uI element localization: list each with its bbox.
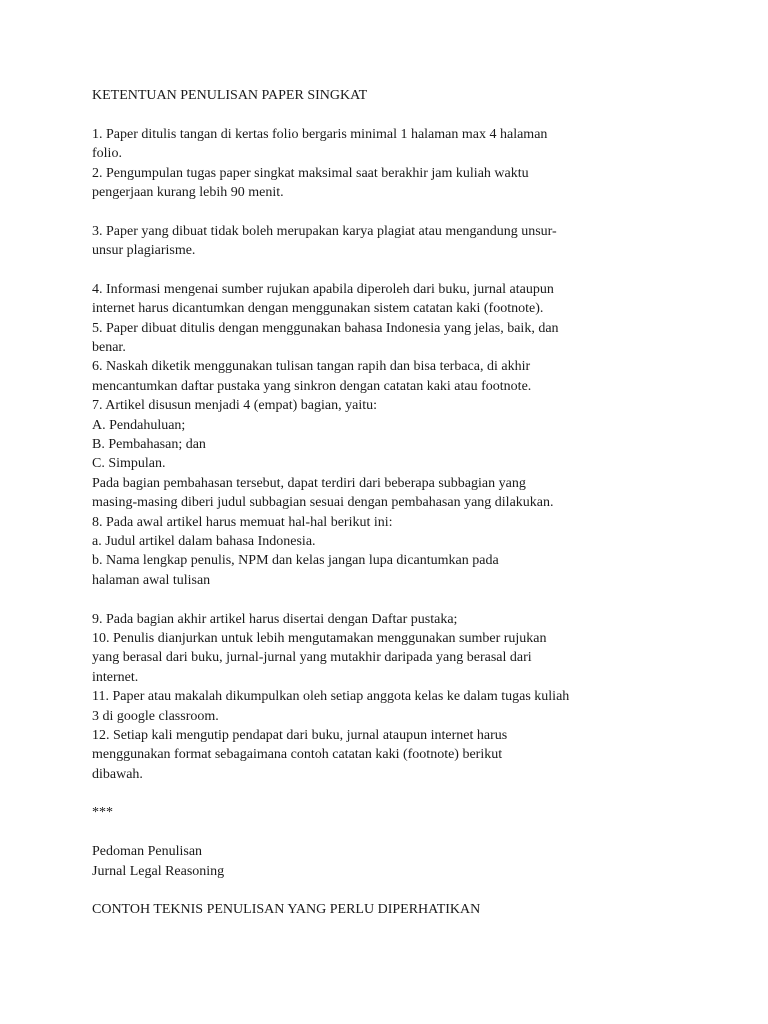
text-line: 1. Paper ditulis tangan di kertas folio bergaris minimal 1 halaman max 4 halaman [92, 126, 548, 142]
text-line: 3. Paper yang dibuat tidak boleh merupakan karya plagiat atau mengandung unsur- [92, 223, 557, 239]
text-line: internet harus dicantumkan dengan menggunakan sistem catatan kaki (footnote). [92, 301, 544, 317]
text-line: C. Simpulan. [92, 456, 166, 472]
text-line: dibawah. [92, 766, 143, 782]
text-line: A. Pendahuluan; [92, 417, 186, 433]
blank-line [92, 261, 652, 280]
text-line: benar. [92, 340, 126, 356]
blank-line [92, 823, 652, 842]
text-line: 8. Pada awal artikel harus memuat hal-hal berikut ini: [92, 514, 393, 530]
text-line: a. Judul artikel dalam bahasa Indonesia. [92, 533, 316, 549]
text-line: Jurnal Legal Reasoning [92, 863, 225, 879]
text-line: pengerjaan kurang lebih 90 menit. [92, 184, 284, 200]
text-line: 7. Artikel disusun menjadi 4 (empat) bagian, yaitu: [92, 398, 377, 414]
text-line: folio. [92, 146, 122, 162]
text-line: CONTOH TEKNIS PENULISAN YANG PERLU DIPERHATIKAN [92, 902, 481, 918]
blank-line [92, 881, 652, 900]
text-line: Pedoman Penulisan [92, 844, 203, 860]
blank-line [92, 784, 652, 803]
text-line: menggunakan format sebagaimana contoh catatan kaki (footnote) berikut [92, 747, 503, 763]
document-title: KETENTUAN PENULISAN PAPER SINGKAT [92, 88, 368, 103]
text-line: yang berasal dari buku, jurnal-jurnal yang mutakhir daripada yang berasal dari [92, 650, 532, 666]
text-line: 4. Informasi mengenai sumber rujukan apabila diperoleh dari buku, jurnal ataupun [92, 281, 554, 297]
blank-line [92, 590, 652, 609]
text-line: mencantumkan daftar pustaka yang sinkron dengan catatan kaki atau footnote. [92, 378, 532, 394]
text-line: 11. Paper atau makalah dikumpulkan oleh setiap anggota kelas ke dalam tugas kuliah [92, 689, 570, 705]
text-line: 10. Penulis dianjurkan untuk lebih mengutamakan menggunakan sumber rujukan [92, 630, 547, 646]
blank-line [92, 202, 652, 221]
text-line: b. Nama lengkap penulis, NPM dan kelas jangan lupa dicantumkan pada [92, 553, 499, 569]
text-line: 2. Pengumpulan tugas paper singkat maksimal saat berakhir jam kuliah waktu [92, 165, 529, 181]
text-line: 12. Setiap kali mengutip pendapat dari buku, jurnal ataupun internet harus [92, 727, 508, 743]
text-line: *** [92, 805, 113, 821]
text-line: B. Pembahasan; dan [92, 437, 206, 453]
text-line: 6. Naskah diketik menggunakan tulisan tangan rapih dan bisa terbaca, di akhir [92, 359, 531, 375]
blank-line [92, 105, 652, 124]
text-line: 3 di google classroom. [92, 708, 219, 724]
text-line: unsur plagiarisme. [92, 243, 196, 259]
text-line: 5. Paper dibuat ditulis dengan menggunakan bahasa Indonesia yang jelas, baik, dan [92, 320, 559, 336]
text-line: masing-masing diberi judul subbagian sesuai dengan pembahasan yang dilakukan. [92, 495, 554, 511]
text-line: Pada bagian pembahasan tersebut, dapat terdiri dari beberapa subbagian yang [92, 475, 526, 491]
text-line: 9. Pada bagian akhir artikel harus disertai dengan Daftar pustaka; [92, 611, 458, 627]
text-line: halaman awal tulisan [92, 572, 211, 588]
text-line: internet. [92, 669, 139, 685]
document-body [92, 86, 652, 920]
